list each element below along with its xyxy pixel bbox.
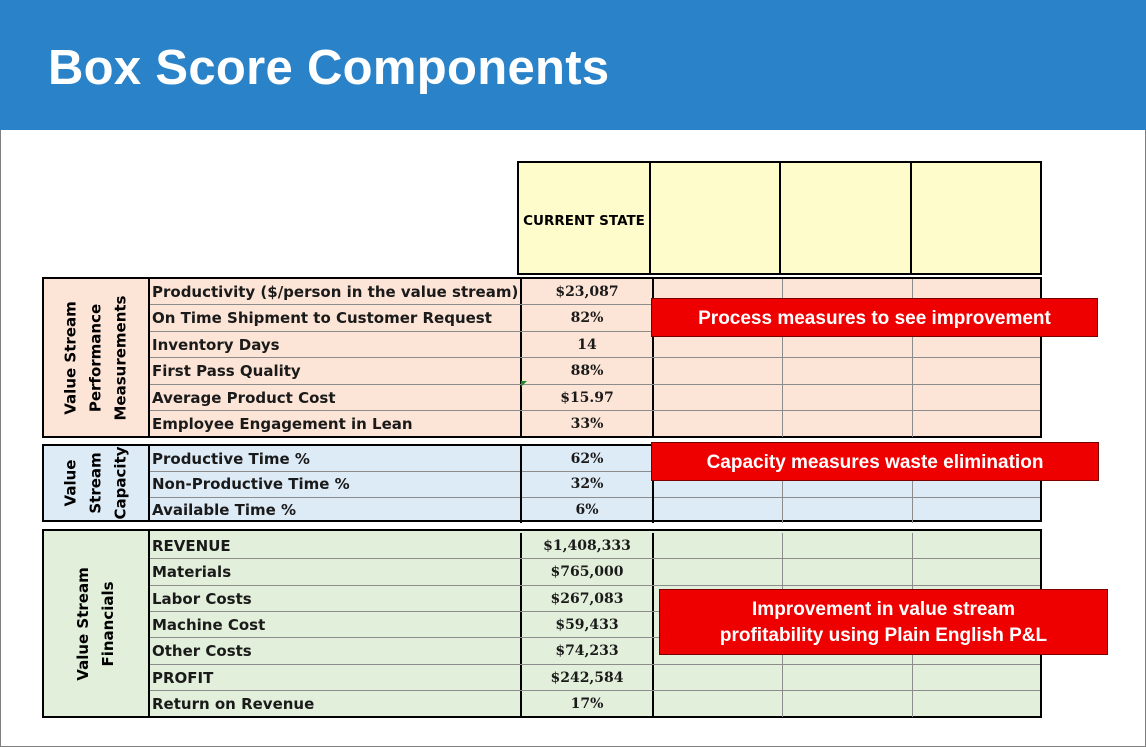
process-callout: Process measures to see improvement xyxy=(651,298,1098,337)
slide-title: Box Score Components xyxy=(48,41,610,95)
row-label: Employee Engagement in Lean xyxy=(152,415,413,433)
current-value: $765,000 xyxy=(520,559,654,584)
side-label-line: Financials xyxy=(99,580,117,667)
row-label: On Time Shipment to Customer Request xyxy=(152,309,492,328)
row-label: First Pass Quality xyxy=(152,362,301,381)
current-value: 62% xyxy=(520,446,654,471)
row-label: REVENUE xyxy=(152,537,231,555)
row-label: Materials xyxy=(152,563,232,582)
row-label: Labor Costs xyxy=(152,589,252,608)
current-value: 33% xyxy=(520,411,654,437)
performance-side-label xyxy=(44,279,150,436)
current-value: $74,233 xyxy=(520,638,654,663)
financial-callout-line: Improvement in value stream xyxy=(752,599,1015,620)
financial-callout xyxy=(659,589,1108,655)
future-state-header-1 xyxy=(649,161,781,275)
side-label-line: Value xyxy=(61,459,80,507)
current-value: 14 xyxy=(520,332,654,357)
cell-comment-marker xyxy=(521,381,527,387)
future-state-header-3 xyxy=(910,161,1042,275)
current-value: 6% xyxy=(520,497,654,523)
side-label-line: Stream xyxy=(86,452,105,514)
row-label: Non-Productive Time % xyxy=(152,475,350,494)
current-state-label: CURRENT STATE xyxy=(523,213,645,229)
table-row xyxy=(150,411,1040,437)
table-row xyxy=(150,691,1040,717)
table-row xyxy=(150,385,1040,411)
side-label-line: Value Stream xyxy=(74,566,92,681)
current-value: 82% xyxy=(520,305,654,330)
financial-callout-line: profitability using Plain English P&L xyxy=(719,625,1048,646)
row-label: Machine Cost xyxy=(152,615,266,634)
current-value: $59,433 xyxy=(520,612,654,637)
current-value: $1,408,333 xyxy=(520,533,654,558)
row-label: Available Time % xyxy=(152,500,297,519)
table-row xyxy=(150,358,1040,384)
capacity-side-label xyxy=(44,446,150,520)
table-row xyxy=(150,533,1040,559)
row-label: Other Costs xyxy=(152,642,252,661)
table-row xyxy=(150,559,1040,585)
financials-side-label xyxy=(44,531,150,716)
row-label: Return on Revenue xyxy=(152,694,315,713)
current-value: $23,087 xyxy=(520,279,654,304)
row-label: Inventory Days xyxy=(152,335,280,354)
current-value: $242,584 xyxy=(520,665,654,690)
row-label: Productivity ($/person in the value stream) xyxy=(152,283,519,301)
future-state-header-2 xyxy=(779,161,912,275)
row-label: PROFIT xyxy=(152,668,214,687)
current-value: $15.97 xyxy=(520,385,654,410)
current-value: $267,083 xyxy=(520,586,654,611)
side-label-line: Performance xyxy=(86,303,105,412)
side-label-line: Measurements xyxy=(111,295,130,420)
current-value: 32% xyxy=(520,471,654,496)
side-label-line: Capacity xyxy=(111,446,130,520)
row-label: Productive Time % xyxy=(152,450,310,468)
row-label: Average Product Cost xyxy=(152,388,336,407)
current-value: 88% xyxy=(520,358,654,383)
table-row xyxy=(150,665,1040,691)
side-label-line: Value Stream xyxy=(61,300,80,415)
current-value: 17% xyxy=(520,691,654,717)
capacity-callout: Capacity measures waste elimination xyxy=(651,442,1099,481)
table-row xyxy=(150,497,1040,523)
current-state-header xyxy=(517,161,651,275)
